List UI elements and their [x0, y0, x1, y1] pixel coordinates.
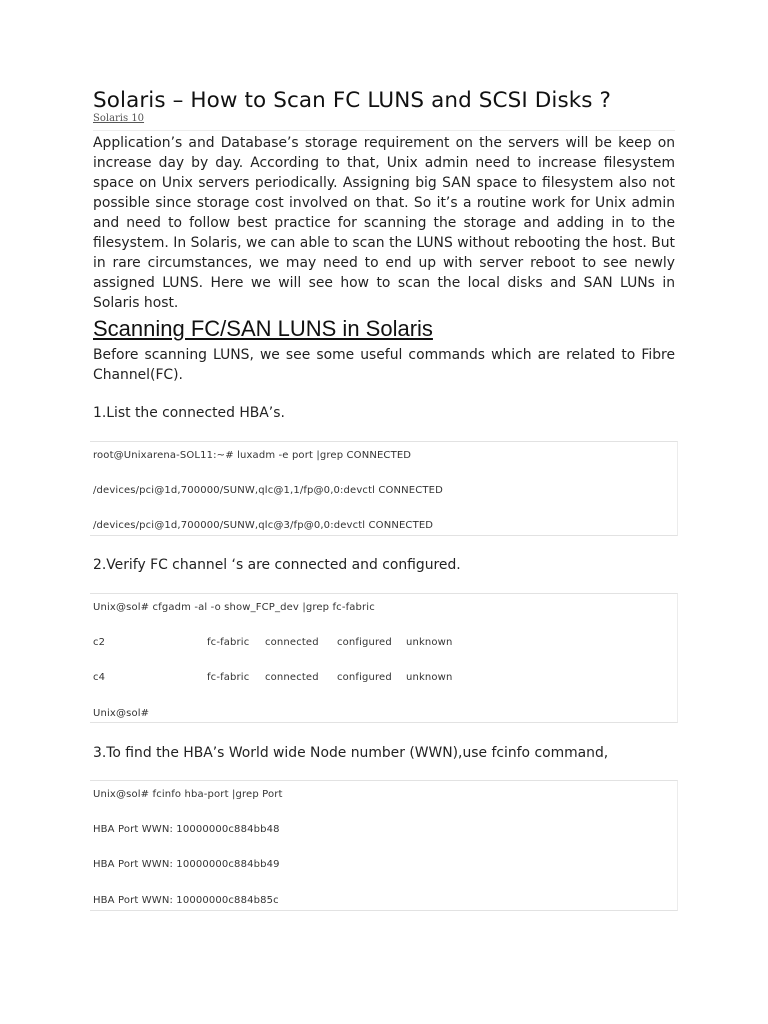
section-heading: Scanning FC/SAN LUNS in Solaris — [93, 316, 433, 341]
code-line: Unix@sol# fcinfo hba-port |grep Port — [93, 789, 283, 800]
page-title: Solaris – How to Scan FC LUNS and SCSI Disks ? — [93, 88, 612, 113]
occupant-state: configured — [337, 637, 392, 648]
step-2-label: 2.Verify FC channel ‘s are connected and configured. — [93, 557, 461, 573]
divider — [93, 130, 675, 131]
controller-type: fc-fabric — [207, 637, 250, 648]
code-line: Unix@sol# — [93, 708, 150, 719]
step-1-label: 1.List the connected HBA’s. — [93, 405, 285, 421]
table-row — [93, 637, 493, 651]
receptacle-state: connected — [265, 637, 319, 648]
condition: unknown — [406, 637, 453, 648]
table-row — [93, 672, 493, 686]
code-line: HBA Port WWN: 10000000c884b85c — [93, 895, 279, 906]
step-3-label: 3.To find the HBA’s World wide Node number (WWN),use fcinfo command, — [93, 745, 609, 761]
code-block-1 — [90, 441, 678, 536]
intro-paragraph: Application’s and Database’s storage requirement on the servers will be keep on increase day by day. According to that, Unix admin need to increase filesystem space on Unix servers periodically. Assigning big SAN space to filesystem also not possible since storage cost involved on that. So it’s a routine work for Unix admin and need to follow best practice for scanning the storage and adding in to the filesystem. In Solaris, we can able to scan the LUNS without rebooting the host. But in rare circumstances, we may need to end up with server reboot to see newly assigned LUNS. Here we will see how to scan the local disks and SAN LUNs in Solaris host. — [93, 135, 675, 311]
code-block-3 — [90, 780, 678, 911]
controller-id: c4 — [93, 672, 106, 683]
code-line: /devices/pci@1d,700000/SUNW,qlc@1,1/fp@0,0:devctl CONNECTED — [93, 485, 443, 496]
code-block-2 — [90, 593, 678, 723]
category-link[interactable]: Solaris 10 — [93, 113, 145, 124]
occupant-state: configured — [337, 672, 392, 683]
code-line: HBA Port WWN: 10000000c884bb48 — [93, 824, 280, 835]
code-line: HBA Port WWN: 10000000c884bb49 — [93, 859, 280, 870]
condition: unknown — [406, 672, 453, 683]
code-line: root@Unixarena-SOL11:~# luxadm -e port |grep CONNECTED — [93, 450, 412, 461]
controller-id: c2 — [93, 637, 106, 648]
controller-type: fc-fabric — [207, 672, 250, 683]
section-intro-paragraph: Before scanning LUNS, we see some useful commands which are related to Fibre Channel(FC). — [93, 347, 675, 383]
receptacle-state: connected — [265, 672, 319, 683]
code-line: /devices/pci@1d,700000/SUNW,qlc@3/fp@0,0:devctl CONNECTED — [93, 520, 434, 531]
code-line: Unix@sol# cfgadm -al -o show_FCP_dev |grep fc-fabric — [93, 602, 375, 613]
